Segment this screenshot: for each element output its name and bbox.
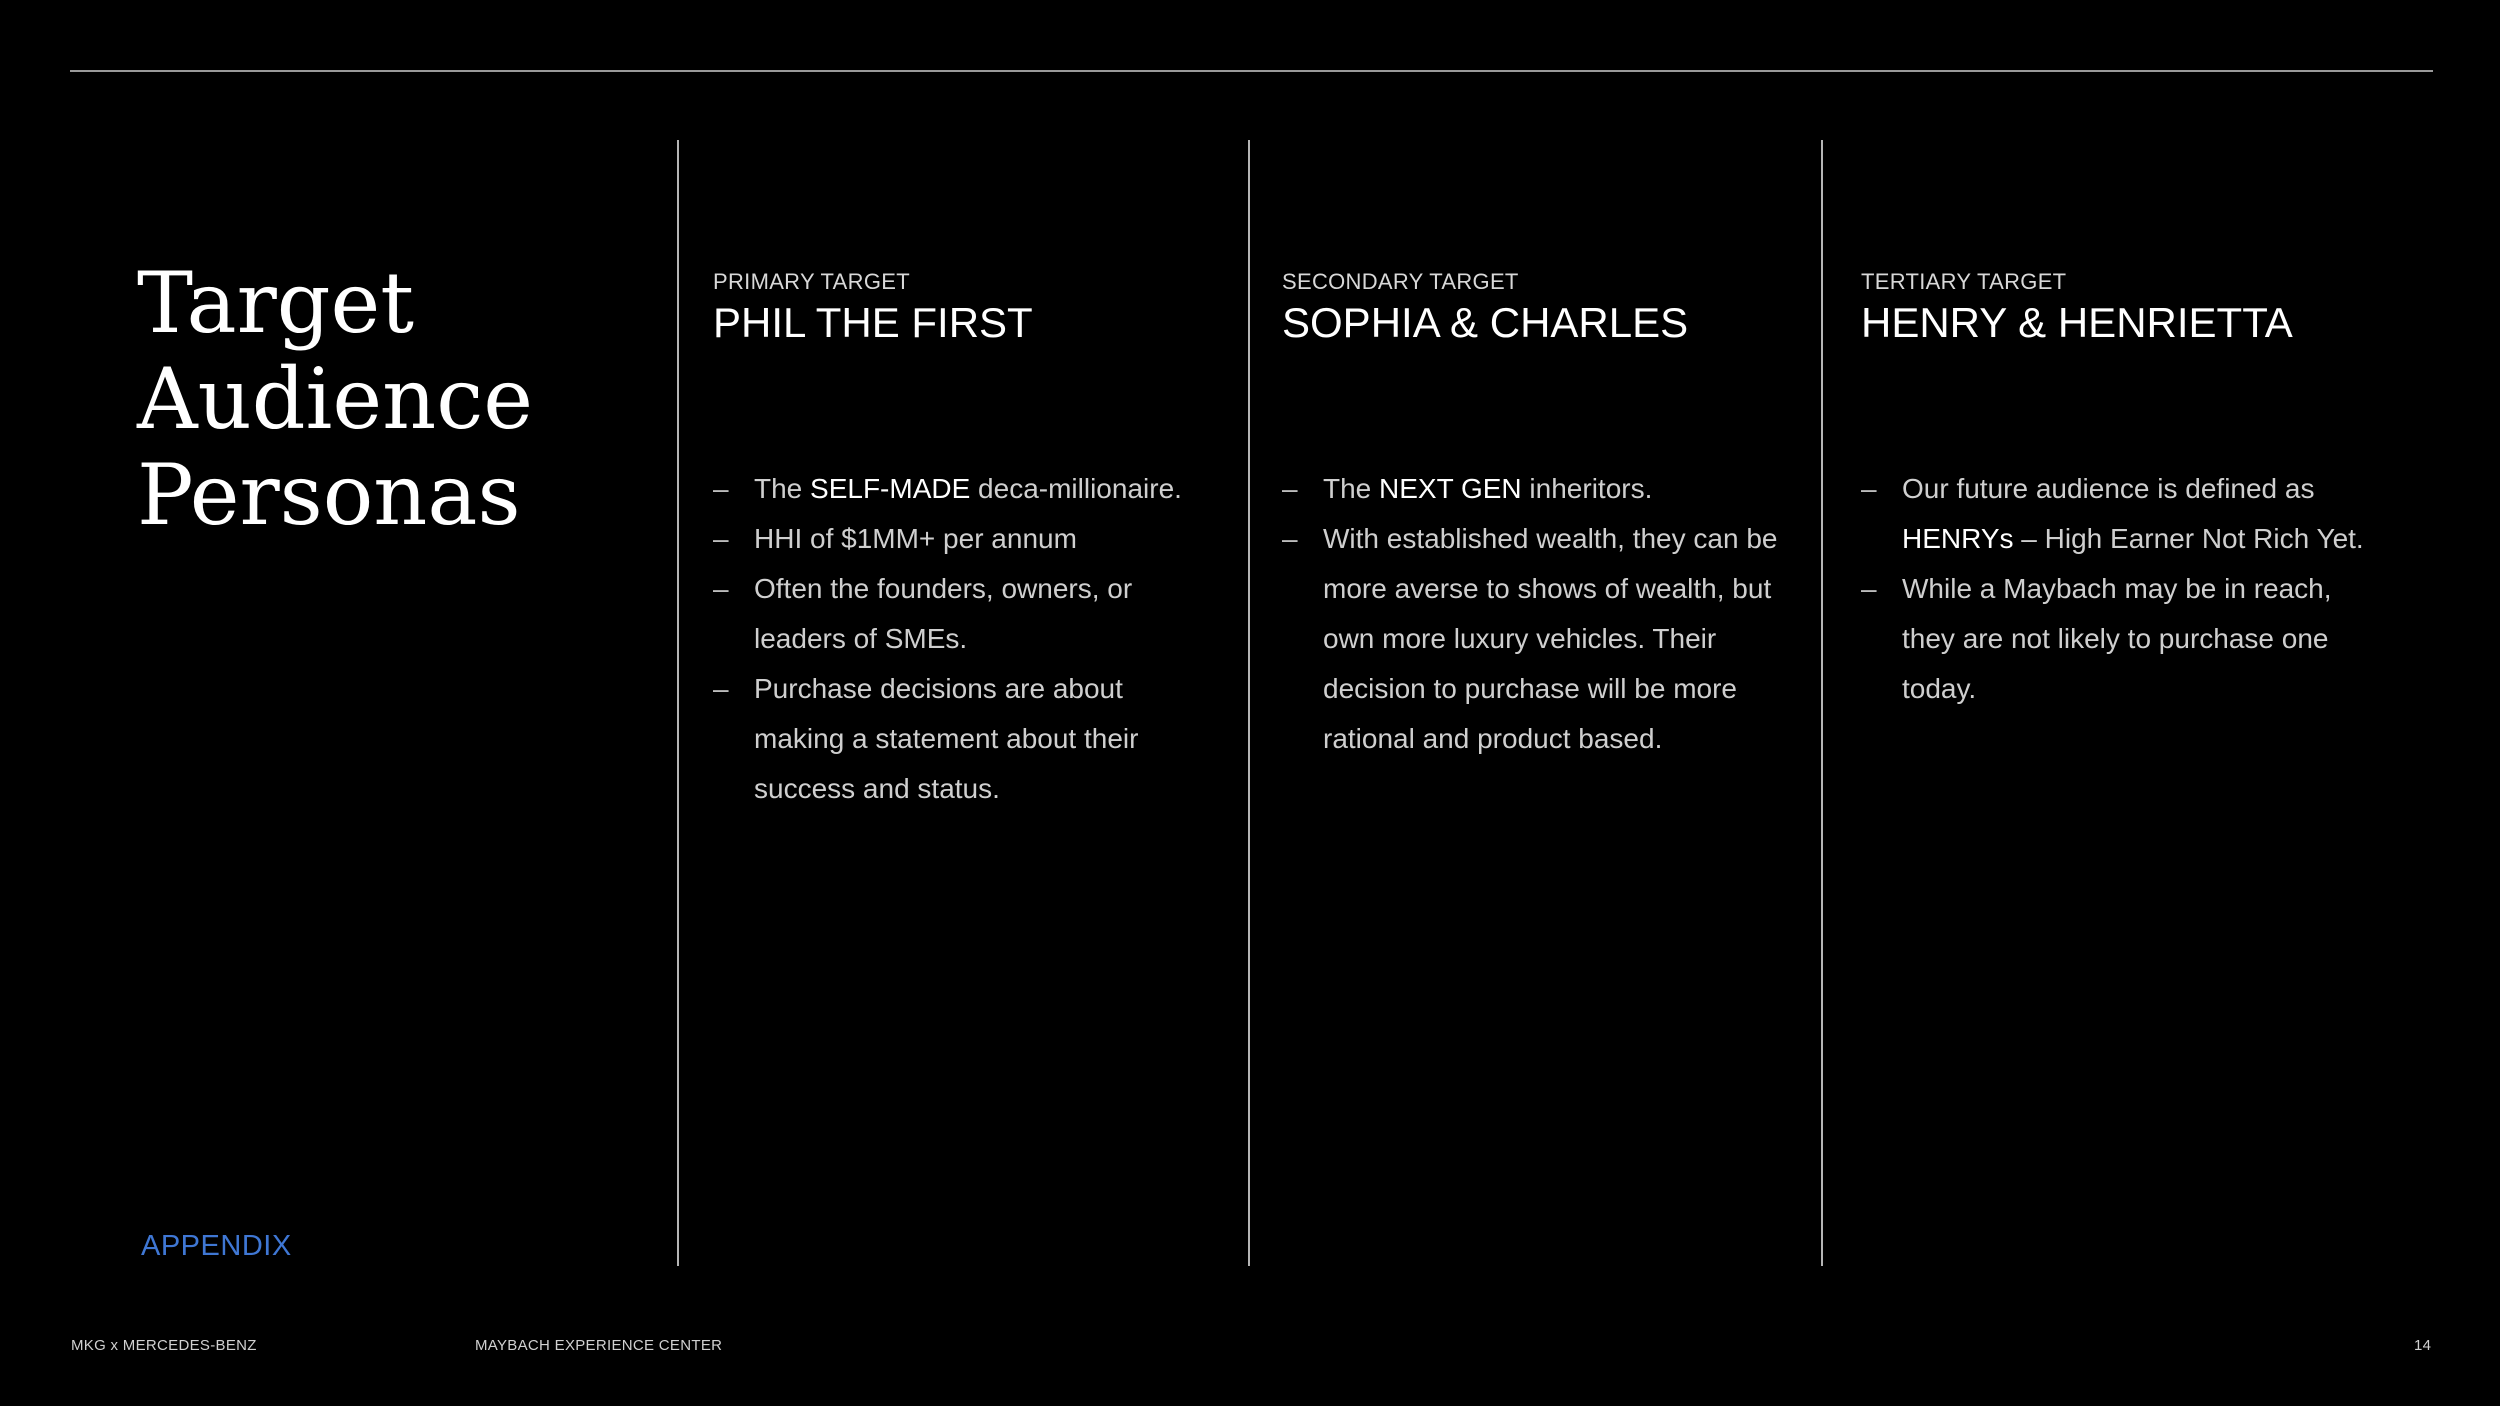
highlight-text: SELF-MADE [810,473,971,504]
footer-brand: MKG x MERCEDES-BENZ [71,1337,257,1354]
persona-column-secondary [1282,268,1802,754]
bullet-item: – Often the founders, owners, or leaders of SMEs. [713,564,1213,664]
bullet-item: – Our future audience is defined as HENRYs – High Earner Not Rich Yet. [1861,464,2381,564]
appendix-link[interactable]: APPENDIX [141,1230,292,1262]
dash-marker: – [1861,473,1877,504]
column-divider-2 [1248,140,1250,1266]
title-line-1: Target [137,254,414,352]
page-number: 14 [2414,1337,2432,1354]
persona-name: PHIL THE FIRST [713,299,1033,346]
top-divider [70,70,2433,72]
persona-tier-label: PRIMARY TARGET [713,269,910,294]
persona-tier-label: TERTIARY TARGET [1861,269,2067,294]
bullet-item: – The NEXT GEN inheritors. [1282,464,1787,514]
highlight-text: NEXT GEN [1379,473,1522,504]
persona-name: SOPHIA & CHARLES [1282,299,1689,346]
footer-project: MAYBACH EXPERIENCE CENTER [475,1337,723,1354]
highlight-text: HENRYs [1902,523,2014,554]
bullet-item: – The SELF-MADE deca-millionaire. [713,464,1213,514]
page-title [137,255,657,543]
dash-marker: – [1282,523,1298,554]
column-divider-1 [677,140,679,1266]
persona-bullet-list [1282,464,1787,764]
persona-name: HENRY & HENRIETTA [1861,299,2293,346]
persona-bullet-list [1861,464,2381,714]
column-divider-3 [1821,140,1823,1266]
persona-column-tertiary [1861,268,2381,704]
title-line-2: Audience [137,350,533,448]
persona-bullet-list [713,464,1213,814]
title-line-3: Personas [137,446,521,544]
bullet-item: – With established wealth, they can be more averse to shows of wealth, but own more luxury vehicles. Their decision to purchase will be more rational and product based. [1282,514,1787,764]
bullet-item: – While a Maybach may be in reach, they are not likely to purchase one today. [1861,564,2381,714]
bullet-item: – Purchase decisions are about making a statement about their success and status. [713,664,1213,814]
dash-marker: – [1861,573,1877,604]
persona-tier-label: SECONDARY TARGET [1282,269,1519,294]
dash-marker: – [713,473,729,504]
dash-marker: – [713,673,729,704]
persona-column-primary [713,268,1233,804]
dash-marker: – [713,523,729,554]
dash-marker: – [1282,473,1298,504]
dash-marker: – [713,573,729,604]
bullet-item: – HHI of $1MM+ per annum [713,514,1213,564]
